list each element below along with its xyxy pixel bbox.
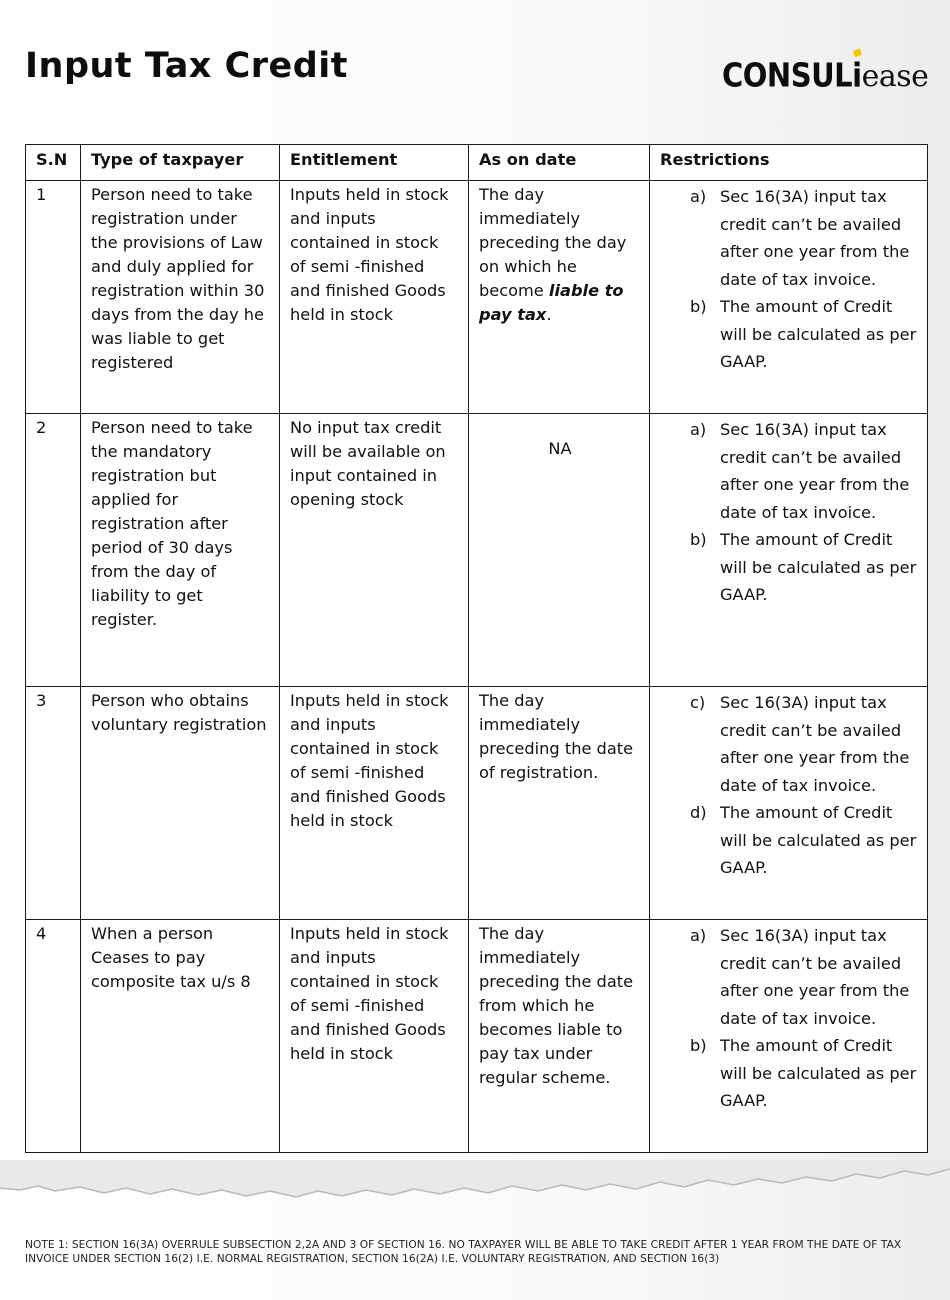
cell-as-on-date: The day immediately preceding the date from which he becomes liable to pay tax under regular scheme. [469, 920, 650, 1153]
restriction-marker: c) [690, 693, 706, 712]
restrictions-list [660, 183, 919, 376]
cell-restrictions [650, 181, 928, 414]
restriction-item [660, 922, 919, 1032]
column-header-type: Type of taxpayer [81, 145, 280, 181]
as-on-date-text: NA [548, 439, 572, 458]
restrictions-list [660, 689, 919, 882]
cell-restrictions [650, 920, 928, 1153]
torn-paper-divider [0, 1160, 950, 1220]
cell-sn: 3 [26, 687, 81, 920]
restriction-marker: b) [690, 297, 707, 316]
table-row [26, 687, 928, 920]
cell-entitlement: Inputs held in stock and inputs contained in stock of semi -finished and finished Goods held in stock [280, 181, 469, 414]
cell-type: Person need to take the mandatory registration but applied for registration after period of 30 days from the day of liability to get register. [81, 414, 280, 687]
as-on-date-emphasis: liable to pay tax [479, 281, 624, 324]
cell-as-on-date [469, 181, 650, 414]
consulease-logo [722, 48, 929, 95]
cell-entitlement: Inputs held in stock and inputs contained in stock of semi -finished and finished Goods held in stock [280, 920, 469, 1153]
restriction-marker: d) [690, 803, 707, 822]
restriction-text: Sec 16(3A) input tax credit can’t be availed after one year from the date of tax invoice. [720, 420, 910, 522]
restriction-text: The amount of Credit will be calculated as per GAAP. [720, 1036, 917, 1110]
page-title: Input Tax Credit [25, 46, 349, 86]
restriction-item [660, 293, 919, 376]
restrictions-list [660, 416, 919, 609]
column-header-entitlement: Entitlement [280, 145, 469, 181]
restriction-text: Sec 16(3A) input tax credit can’t be availed after one year from the date of tax invoice. [720, 926, 910, 1028]
restrictions-list [660, 922, 919, 1115]
table-row [26, 181, 928, 414]
column-header-sn: S.N [26, 145, 81, 181]
restriction-text: Sec 16(3A) input tax credit can’t be availed after one year from the date of tax invoice. [720, 187, 910, 289]
logo-consul-text: CONSUL i [722, 60, 862, 92]
cell-entitlement: No input tax credit will be available on input contained in opening stock [280, 414, 469, 687]
restriction-item [660, 416, 919, 526]
column-header-as-on-date: As on date [469, 145, 650, 181]
table-header-row [26, 145, 928, 181]
restriction-item [660, 1032, 919, 1115]
input-tax-credit-table [25, 144, 928, 1153]
footer-note: NOTE 1: SECTION 16(3A) OVERRULE SUBSECTION 2,2A AND 3 OF SECTION 16. NO TAXPAYER WILL BE ABLE TO TAKE CREDIT AFTER 1 YEAR FROM THE DATE OF TAX INVOICE UNDER SECTION 16(2) I.E. NORMAL REGISTRATION, SECTION 16(2A) I.E. VOLUNTARY REGISTRATION, AND SECTION 16(3) [25, 1239, 902, 1265]
table-row [26, 920, 928, 1153]
restriction-text: The amount of Credit will be calculated as per GAAP. [720, 803, 917, 877]
cell-sn: 4 [26, 920, 81, 1153]
table-row [26, 414, 928, 687]
as-on-date-period: . [546, 305, 552, 324]
cell-sn: 1 [26, 181, 81, 414]
restriction-item [660, 689, 919, 799]
cell-type: When a person Ceases to pay composite tax u/s 8 [81, 920, 280, 1153]
restriction-text: The amount of Credit will be calculated as per GAAP. [720, 530, 917, 604]
restriction-item [660, 799, 919, 882]
as-on-date-text: The day immediately preceding the day on which he become [479, 185, 627, 300]
restriction-marker: b) [690, 530, 707, 549]
restriction-marker: a) [690, 926, 707, 945]
cell-restrictions [650, 414, 928, 687]
restriction-text: The amount of Credit will be calculated as per GAAP. [720, 297, 917, 371]
cell-as-on-date [469, 414, 650, 687]
restriction-marker: a) [690, 420, 707, 439]
cell-sn: 2 [26, 414, 81, 687]
restriction-item [660, 526, 919, 609]
cell-as-on-date: The day immediately preceding the date of registration. [469, 687, 650, 920]
logo-ease-text: ease [861, 59, 929, 94]
column-header-restrictions: Restrictions [650, 145, 928, 181]
logo-i-letter: i [852, 60, 861, 92]
cell-restrictions [650, 687, 928, 920]
restriction-item [660, 183, 919, 293]
restriction-marker: a) [690, 187, 707, 206]
restriction-marker: b) [690, 1036, 707, 1055]
cell-type: Person who obtains voluntary registration [81, 687, 280, 920]
restriction-text: Sec 16(3A) input tax credit can’t be availed after one year from the date of tax invoice. [720, 693, 910, 795]
cell-entitlement: Inputs held in stock and inputs contained in stock of semi -finished and finished Goods held in stock [280, 687, 469, 920]
cell-type: Person need to take registration under the provisions of Law and duly applied for registration within 30 days from the day he was liable to get registered [81, 181, 280, 414]
